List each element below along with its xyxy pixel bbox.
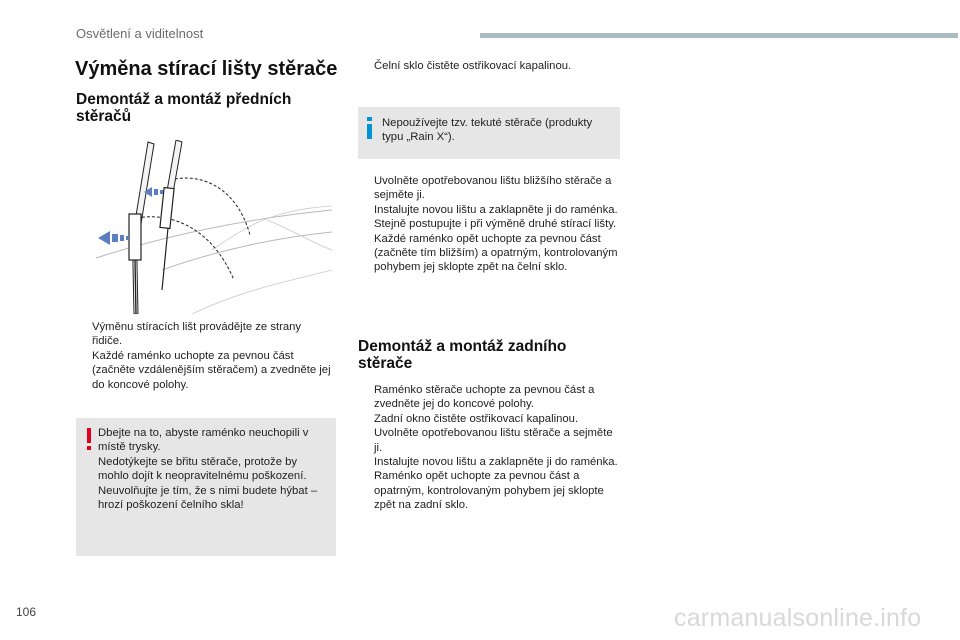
list-item: Raménko opět uchopte za pevnou část a opatrným, kontrolovaným pohybem jej sklopte zpět na zadní sklo.	[374, 470, 604, 512]
list-item: Výměnu stíracích lišt provádějte ze strany řidiče.	[92, 321, 302, 348]
section-title: Osvětlení a viditelnost	[76, 26, 204, 41]
warning-icon	[84, 428, 94, 450]
rear-wiper-heading: Demontáž a montáž zadního stěrače	[358, 338, 567, 372]
list-item: Uvolněte opotřebovanou lištu bližšího stěrače a sejměte ji.	[374, 175, 612, 202]
front-bullet-list	[76, 320, 331, 392]
warning-text: Dbejte na to, abyste raménko neuchopili v místě trysky. Nedotýkejte se břitu stěrače, protože by mohlo dojít k neopravitelnému poškození. Neuvolňujte je tím, že s nimi budete hýbat – hrozí poškození čelního skla!	[98, 427, 318, 512]
page-title: Výměna stírací lišty stěrače	[75, 58, 338, 80]
list-item: Stejně postupujte i při výměně druhé stírací lišty.	[374, 218, 617, 231]
info-icon	[364, 117, 376, 139]
front-wipers-heading: Demontáž a montáž předních stěračů	[76, 91, 292, 125]
wiper-illustration	[92, 140, 336, 314]
list-item: Čelní sklo čistěte ostřikovací kapalinou.	[374, 60, 572, 72]
info-text: Nepoužívejte tzv. tekuté stěrače (produkty typu „Rain X“).	[382, 117, 593, 144]
info-box	[358, 107, 620, 159]
list-item: Každé raménko uchopte za pevnou část (začněte vzdálenějším stěračem) a zvedněte jej do koncové polohy.	[92, 349, 331, 391]
list-item: Zadní okno čistěte ostřikovací kapalinou.	[374, 412, 579, 425]
warning-box	[76, 418, 336, 556]
list-item: Každé raménko opět uchopte za pevnou část (začněte tím bližším) a opatrným, kontrolovaným pohybem jej sklopte zpět na čelní sklo.	[374, 232, 618, 274]
rear-bullet-list	[358, 383, 623, 513]
watermark: carmanualsonline.info	[674, 604, 922, 632]
right-bullet-list	[358, 174, 623, 275]
list-item: Raménko stěrače uchopte za pevnou část a zvedněte jej do koncové polohy.	[374, 384, 595, 411]
page-number: 106	[16, 605, 37, 619]
right-top-bullet	[358, 59, 623, 73]
header-rule	[480, 33, 958, 38]
list-item: Instalujte novou lištu a zaklapněte ji do raménka.	[374, 456, 618, 469]
list-item: Instalujte novou lištu a zaklapněte ji do raménka.	[374, 203, 618, 216]
list-item: Uvolněte opotřebovanou lištu stěrače a sejměte ji.	[374, 427, 613, 454]
